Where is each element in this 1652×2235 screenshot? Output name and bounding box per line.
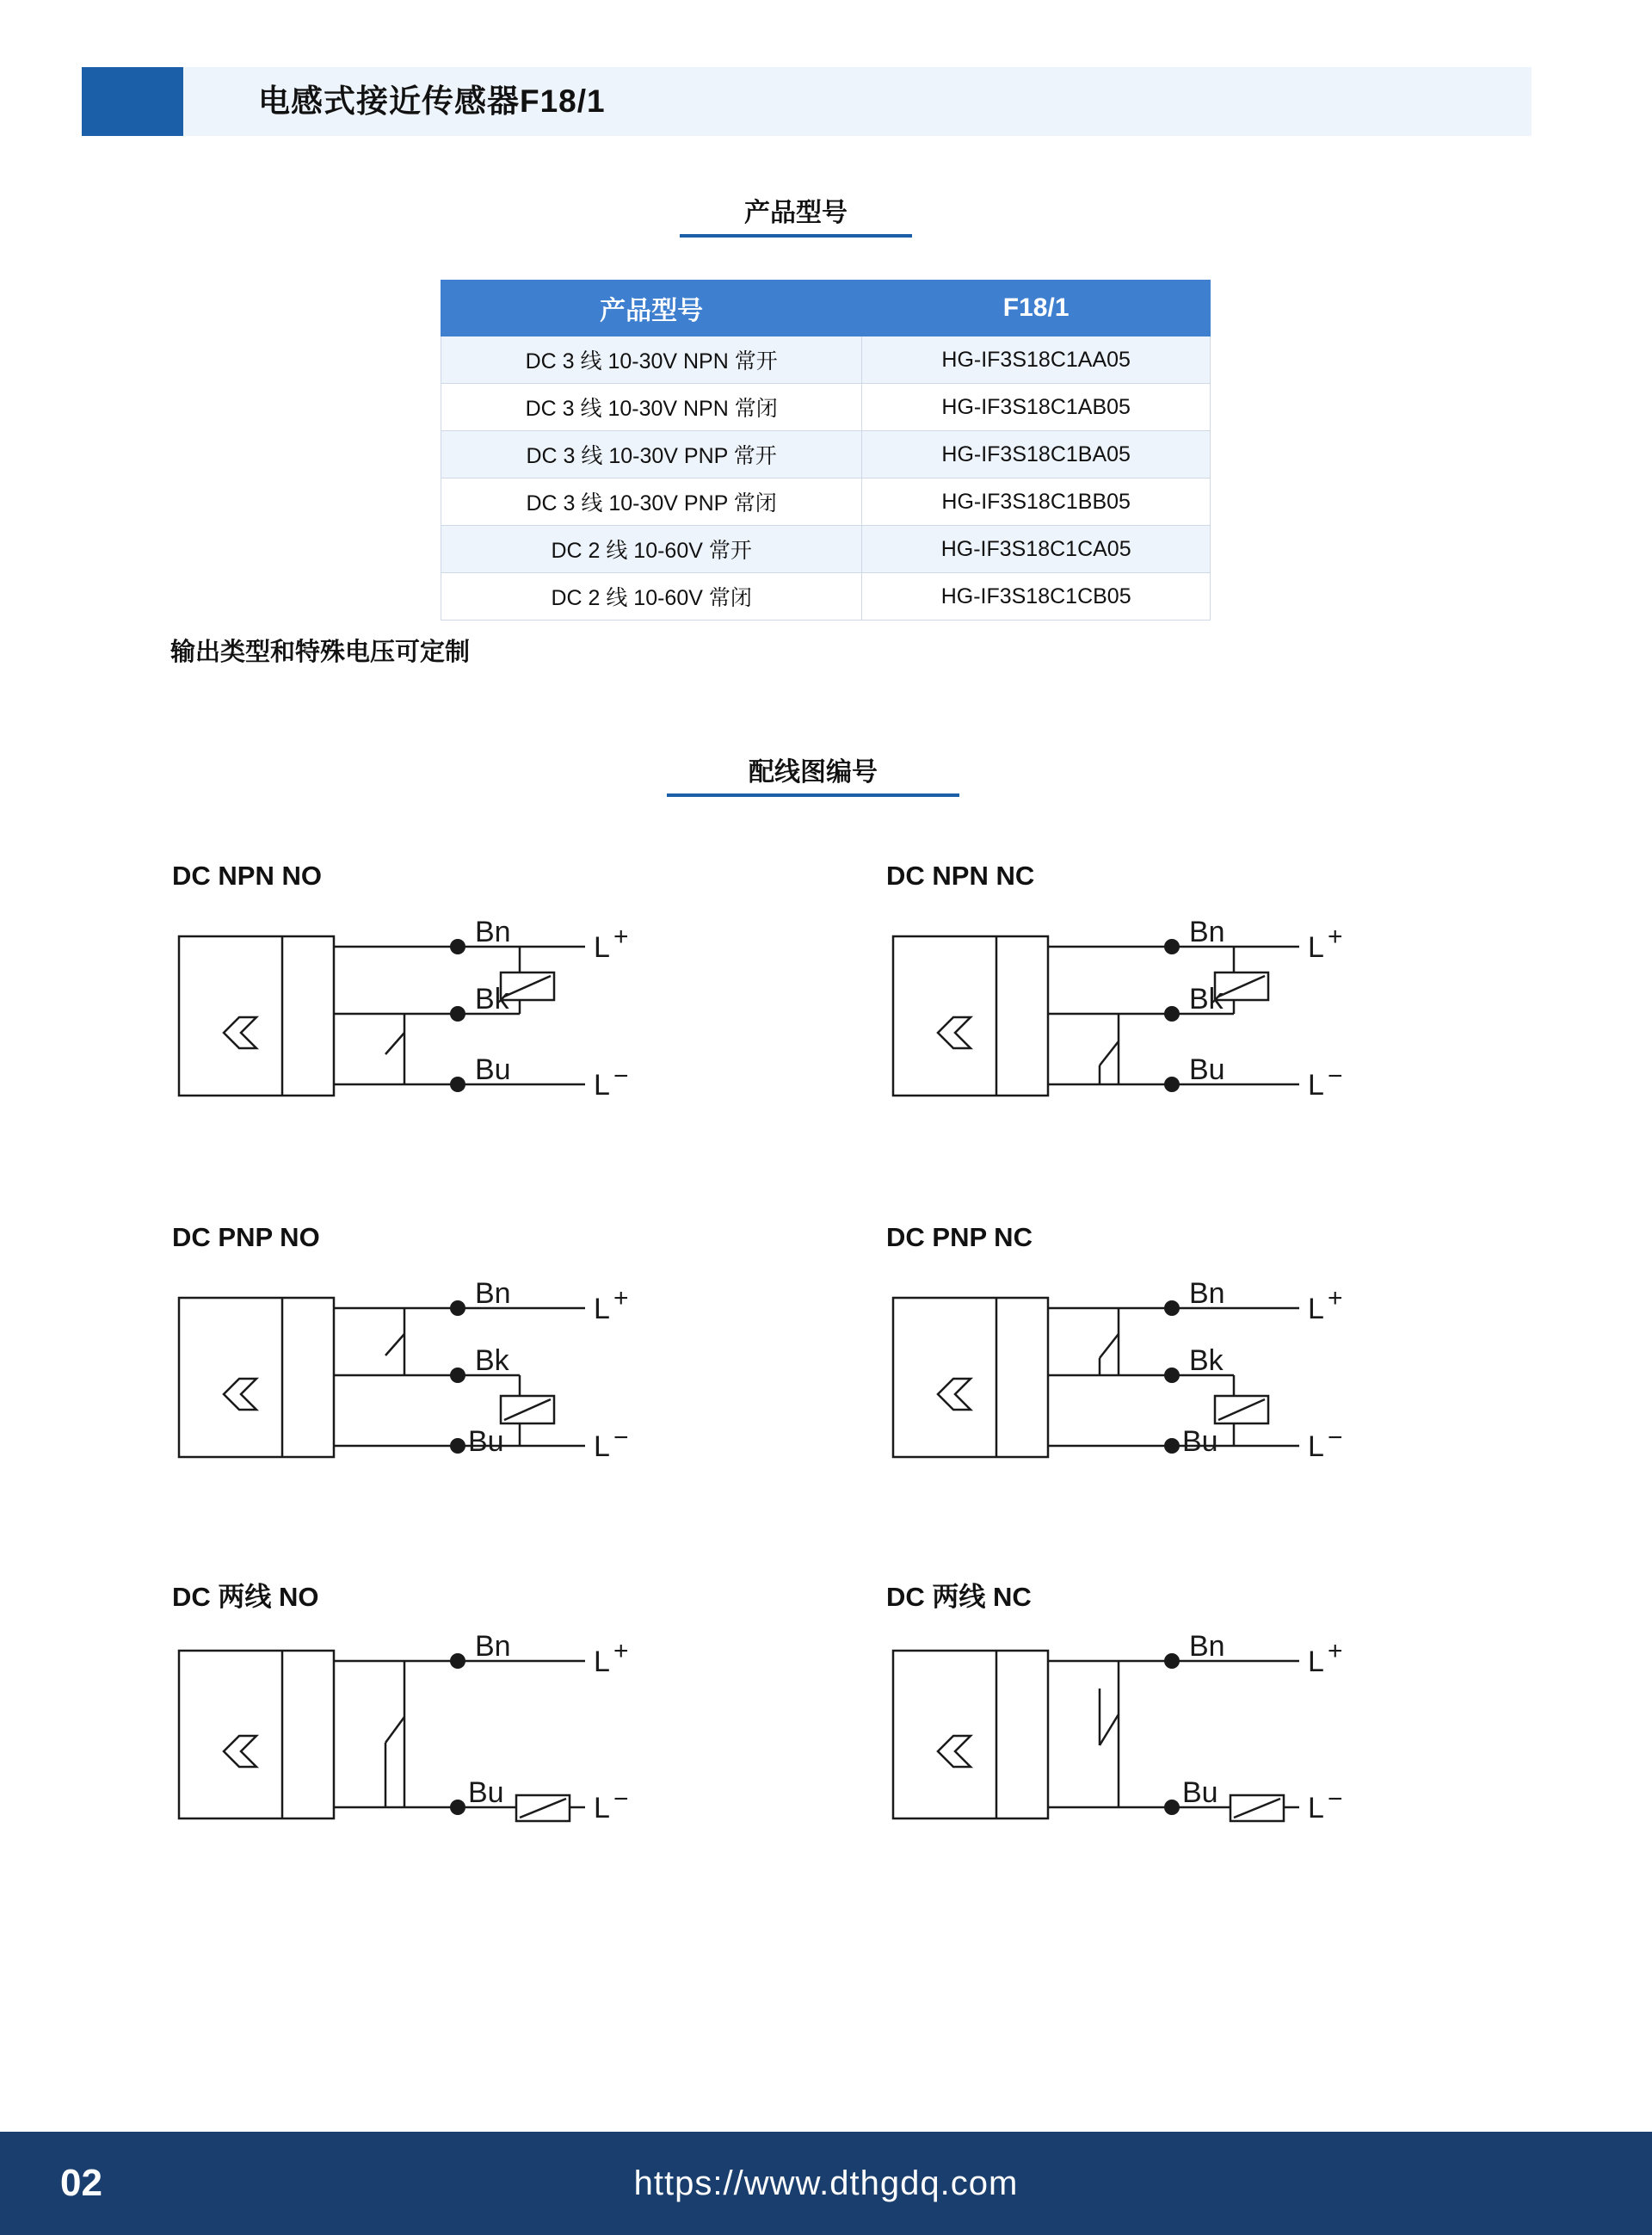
terminal-sign-positive: + — [1328, 923, 1343, 951]
footer-page-number: 02 — [60, 2162, 102, 2204]
terminal-label-negative: L — [1308, 1792, 1324, 1824]
terminal-label-negative: L — [1308, 1430, 1324, 1463]
wire-label-bu: Bu — [1182, 1776, 1218, 1809]
table-cell-spec: DC 3 线 10-30V NPN 常开 — [441, 336, 862, 384]
terminal-label-positive: L — [594, 1645, 610, 1678]
terminal-sign-negative: − — [1328, 1423, 1343, 1452]
wire-label-bk: Bk — [475, 1344, 509, 1377]
terminal-sign-negative: − — [1328, 1062, 1343, 1090]
section-title-wiring-text: 配线图编号 — [749, 758, 878, 787]
table-row — [441, 336, 1211, 384]
wiring-diagram-label: DC NPN NO — [172, 861, 322, 891]
wiring-diagram-npn-no-svg — [172, 921, 826, 1145]
wiring-diagram-npn-nc-svg — [886, 921, 1540, 1145]
wiring-diagram-label: DC PNP NC — [886, 1222, 1032, 1252]
terminal-sign-negative: − — [613, 1062, 629, 1090]
table-header-row — [441, 281, 1211, 336]
table-row — [441, 573, 1211, 620]
terminal-label-negative: L — [594, 1069, 610, 1102]
terminal-label-positive: L — [1308, 931, 1324, 964]
table-cell-partno: HG-IF3S18C1BA05 — [862, 431, 1211, 478]
page-header — [0, 67, 1652, 136]
table-cell-spec: DC 3 线 10-30V NPN 常闭 — [441, 384, 862, 431]
table-row — [441, 526, 1211, 573]
section-title-wiring-underline — [667, 793, 959, 797]
wire-label-bk: Bk — [475, 983, 509, 1016]
section-title-wiring — [667, 750, 959, 797]
table-cell-partno: HG-IF3S18C1AA05 — [862, 336, 1211, 384]
terminal-label-positive: L — [1308, 1293, 1324, 1325]
table-header-cell-model: 产品型号 — [441, 281, 862, 336]
wiring-diagram-2wire-nc-svg — [886, 1635, 1540, 1868]
wire-label-bu: Bu — [468, 1425, 504, 1458]
wiring-diagram-npn-nc — [886, 861, 1609, 1136]
table-header-cell-series: F18/1 — [862, 281, 1211, 336]
wire-label-bk: Bk — [1189, 983, 1224, 1016]
terminal-sign-positive: + — [613, 923, 629, 951]
wire-label-bu: Bu — [1189, 1053, 1225, 1086]
model-table — [441, 280, 1211, 620]
wiring-diagram-pnp-nc — [886, 1222, 1609, 1497]
table-row — [441, 384, 1211, 431]
table-cell-spec: DC 2 线 10-60V 常开 — [441, 526, 862, 573]
header-accent-block — [82, 67, 183, 136]
table-cell-spec: DC 3 线 10-30V PNP 常开 — [441, 431, 862, 478]
wire-label-bn: Bn — [1189, 1635, 1225, 1663]
table-cell-spec: DC 2 线 10-60V 常闭 — [441, 573, 862, 620]
wiring-diagram-pnp-no-svg — [172, 1282, 826, 1506]
terminal-sign-negative: − — [1328, 1785, 1343, 1813]
terminal-label-positive: L — [594, 1293, 610, 1325]
page-title: 电感式接近传感器F18/1 — [258, 83, 606, 119]
terminal-label-negative: L — [1308, 1069, 1324, 1102]
wiring-diagram-label: DC 两线 NC — [886, 1582, 1032, 1612]
wiring-diagram-2wire-no-svg — [172, 1635, 826, 1868]
wiring-diagram-2wire-nc — [886, 1582, 1609, 1850]
wiring-diagram-label: DC NPN NC — [886, 861, 1035, 891]
terminal-sign-positive: + — [613, 1284, 629, 1312]
wiring-diagram-label: DC PNP NO — [172, 1222, 320, 1252]
table-cell-spec: DC 3 线 10-30V PNP 常闭 — [441, 478, 862, 526]
wire-label-bn: Bn — [475, 1635, 511, 1663]
terminal-label-positive: L — [594, 931, 610, 964]
wiring-diagram-pnp-no — [172, 1222, 895, 1497]
table-row — [441, 478, 1211, 526]
section-title-model — [680, 191, 912, 238]
terminal-sign-positive: + — [613, 1637, 629, 1665]
wiring-diagram-npn-no — [172, 861, 895, 1136]
wiring-diagram-pnp-nc-svg — [886, 1282, 1540, 1506]
terminal-label-negative: L — [594, 1792, 610, 1824]
table-cell-partno: HG-IF3S18C1CB05 — [862, 573, 1211, 620]
terminal-sign-negative: − — [613, 1785, 629, 1813]
terminal-sign-negative: − — [613, 1423, 629, 1452]
table-row — [441, 431, 1211, 478]
wire-label-bk: Bk — [1189, 1344, 1224, 1377]
footer-website-url[interactable]: https://www.dthgdq.com — [633, 2164, 1019, 2202]
section-title-model-underline — [680, 234, 912, 238]
wiring-diagram-2wire-no — [172, 1582, 895, 1850]
table-cell-partno: HG-IF3S18C1CA05 — [862, 526, 1211, 573]
customization-note: 输出类型和特殊电压可定制 — [170, 639, 471, 666]
wire-label-bu: Bu — [468, 1776, 504, 1809]
wire-label-bn: Bn — [1189, 921, 1225, 948]
wire-label-bn: Bn — [1189, 1282, 1225, 1310]
table-cell-partno: HG-IF3S18C1BB05 — [862, 478, 1211, 526]
terminal-sign-positive: + — [1328, 1284, 1343, 1312]
terminal-sign-positive: + — [1328, 1637, 1343, 1665]
page-footer — [0, 2132, 1652, 2235]
wiring-diagram-label: DC 两线 NO — [172, 1582, 319, 1612]
section-title-model-text: 产品型号 — [744, 199, 848, 227]
wire-label-bu: Bu — [1182, 1425, 1218, 1458]
wire-label-bn: Bn — [475, 1282, 511, 1310]
terminal-label-positive: L — [1308, 1645, 1324, 1678]
terminal-label-negative: L — [594, 1430, 610, 1463]
wire-label-bu: Bu — [475, 1053, 511, 1086]
wire-label-bn: Bn — [475, 921, 511, 948]
table-cell-partno: HG-IF3S18C1AB05 — [862, 384, 1211, 431]
